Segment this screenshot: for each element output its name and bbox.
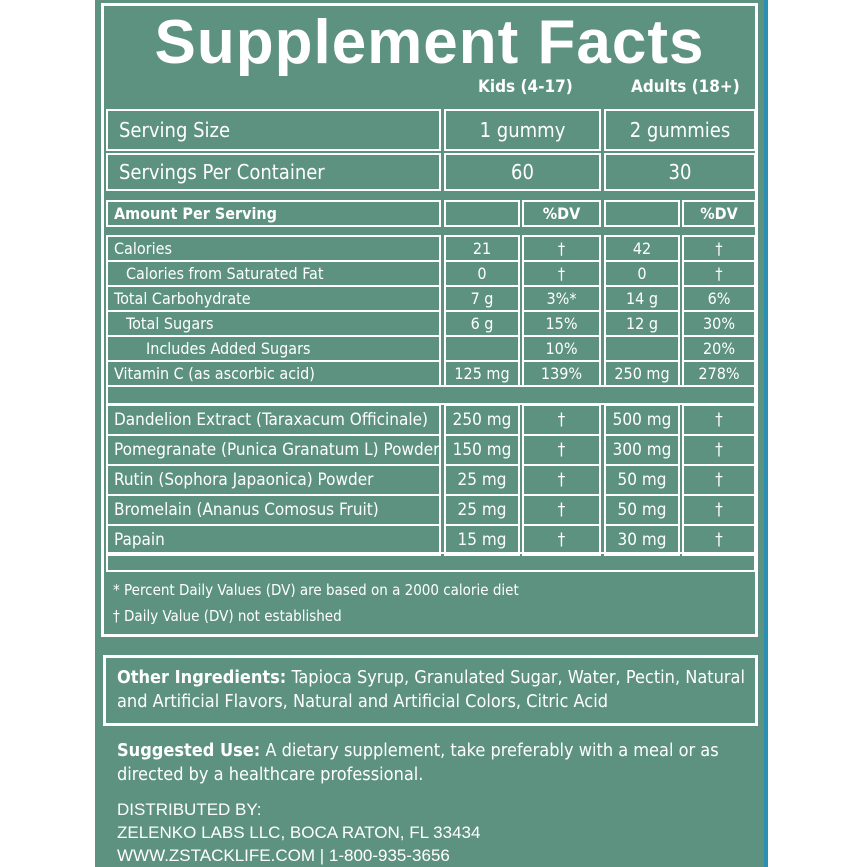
adults-column-header: Adults (18+) (631, 77, 740, 97)
extract-row-name: Papain (106, 524, 441, 556)
nutrient-row-kids-amount: 0 (444, 260, 520, 287)
serving-size-adults: 2 gummies (604, 109, 756, 151)
extract-row-kids-dv: † (522, 524, 601, 556)
serving-size-kids: 1 gummy (444, 109, 601, 151)
extract-row-adults-dv: † (682, 464, 756, 496)
other-ingredients-list: Tapioca Syrup, Granulated Sugar, Water, Pectin, Natural and Artificial Flavors, Natural and Artificial Colors, Citric Acid (117, 667, 745, 712)
servings-per-container-label: Servings Per Container (106, 153, 441, 191)
distributor-company: ZELENKO LABS LLC, BOCA RATON, FL 33434 (117, 823, 481, 842)
nutrient-row-kids-amount (444, 335, 520, 362)
extract-row-kids-amount: 250 mg (444, 404, 520, 436)
nutrient-row-kids-dv: 10% (522, 335, 601, 362)
nutrient-row-adults-amount: 14 g (604, 285, 680, 312)
extract-row-adults-dv: † (682, 494, 756, 526)
amount-per-serving-header: Amount Per Serving (106, 200, 441, 227)
nutrient-row-adults-amount (604, 335, 680, 362)
suggested-use-text (117, 739, 747, 787)
extract-row-adults-amount: 30 mg (604, 524, 680, 556)
section-divider-bottom (106, 552, 756, 572)
nutrient-row-adults-dv: 30% (682, 310, 756, 337)
distributor-contact: WWW.ZSTACKLIFE.COM | 1-800-935-3656 (117, 846, 450, 865)
extract-row-kids-dv: † (522, 494, 601, 526)
dagger-footnote: † Daily Value (DV) not established (113, 607, 342, 625)
servings-per-container-kids: 60 (444, 153, 601, 191)
suggested-use-label: Suggested Use: (117, 740, 261, 761)
nutrient-row-adults-dv: 20% (682, 335, 756, 362)
nutrient-row-name: Vitamin C (as ascorbic acid) (106, 360, 441, 387)
extract-row-kids-amount: 150 mg (444, 434, 520, 466)
nutrient-row-adults-dv: 6% (682, 285, 756, 312)
extract-row-kids-amount: 25 mg (444, 494, 520, 526)
nutrient-row-adults-dv: † (682, 260, 756, 287)
extract-row-name: Rutin (Sophora Japaonica) Powder (106, 464, 441, 496)
suggested-use-body: A dietary supplement, take preferably with a meal or as directed by a healthcare professional. (117, 740, 719, 785)
extract-row-kids-amount: 15 mg (444, 524, 520, 556)
nutrient-row-adults-amount: 250 mg (604, 360, 680, 387)
extract-row-adults-amount: 500 mg (604, 404, 680, 436)
nutrient-row-kids-dv: 3%* (522, 285, 601, 312)
section-divider-top (106, 385, 756, 405)
adults-dv-header: %DV (682, 200, 756, 227)
extract-row-name: Pomegranate (Punica Granatum L) Powder (106, 434, 441, 466)
extract-row-adults-amount: 50 mg (604, 464, 680, 496)
other-ingredients-text (117, 666, 747, 714)
nutrient-row-kids-amount: 7 g (444, 285, 520, 312)
extract-row-name: Bromelain (Ananus Comosus Fruit) (106, 494, 441, 526)
distributor-heading: DISTRIBUTED BY: (117, 800, 262, 819)
extract-row-kids-dv: † (522, 434, 601, 466)
serving-size-label: Serving Size (106, 109, 441, 151)
extract-row-kids-amount: 25 mg (444, 464, 520, 496)
nutrient-row-kids-dv: 139% (522, 360, 601, 387)
nutrient-row-adults-amount: 0 (604, 260, 680, 287)
extract-row-adults-dv: † (682, 404, 756, 436)
extract-row-adults-dv: † (682, 434, 756, 466)
servings-per-container-adults: 30 (604, 153, 756, 191)
kids-column-header: Kids (4-17) (478, 77, 573, 97)
other-ingredients-label: Other Ingredients: (117, 667, 287, 688)
kids-amount-header (444, 200, 520, 227)
nutrient-row-kids-dv: 15% (522, 310, 601, 337)
nutrient-row-kids-amount: 125 mg (444, 360, 520, 387)
extract-row-kids-dv: † (522, 404, 601, 436)
nutrient-row-kids-dv: † (522, 235, 601, 262)
nutrient-row-adults-amount: 42 (604, 235, 680, 262)
nutrient-row-name: Includes Added Sugars (106, 335, 441, 362)
nutrient-row-name: Calories (106, 235, 441, 262)
nutrient-row-kids-amount: 6 g (444, 310, 520, 337)
nutrient-row-adults-dv: † (682, 235, 756, 262)
extract-row-kids-dv: † (522, 464, 601, 496)
kids-dv-header: %DV (522, 200, 601, 227)
extract-row-adults-dv: † (682, 524, 756, 556)
label-edge (764, 0, 768, 867)
nutrient-row-name: Total Carbohydrate (106, 285, 441, 312)
nutrient-row-adults-amount: 12 g (604, 310, 680, 337)
extract-row-name: Dandelion Extract (Taraxacum Officinale) (106, 404, 441, 436)
extract-row-adults-amount: 300 mg (604, 434, 680, 466)
nutrient-row-name: Total Sugars (106, 310, 441, 337)
nutrient-row-kids-amount: 21 (444, 235, 520, 262)
nutrient-row-adults-dv: 278% (682, 360, 756, 387)
nutrient-row-name: Calories from Saturated Fat (106, 260, 441, 287)
nutrient-row-kids-dv: † (522, 260, 601, 287)
supplement-facts-title: Supplement Facts (154, 8, 705, 77)
extract-row-adults-amount: 50 mg (604, 494, 680, 526)
adults-amount-header (604, 200, 680, 227)
dv-footnote: * Percent Daily Values (DV) are based on a 2000 calorie diet (113, 581, 519, 599)
